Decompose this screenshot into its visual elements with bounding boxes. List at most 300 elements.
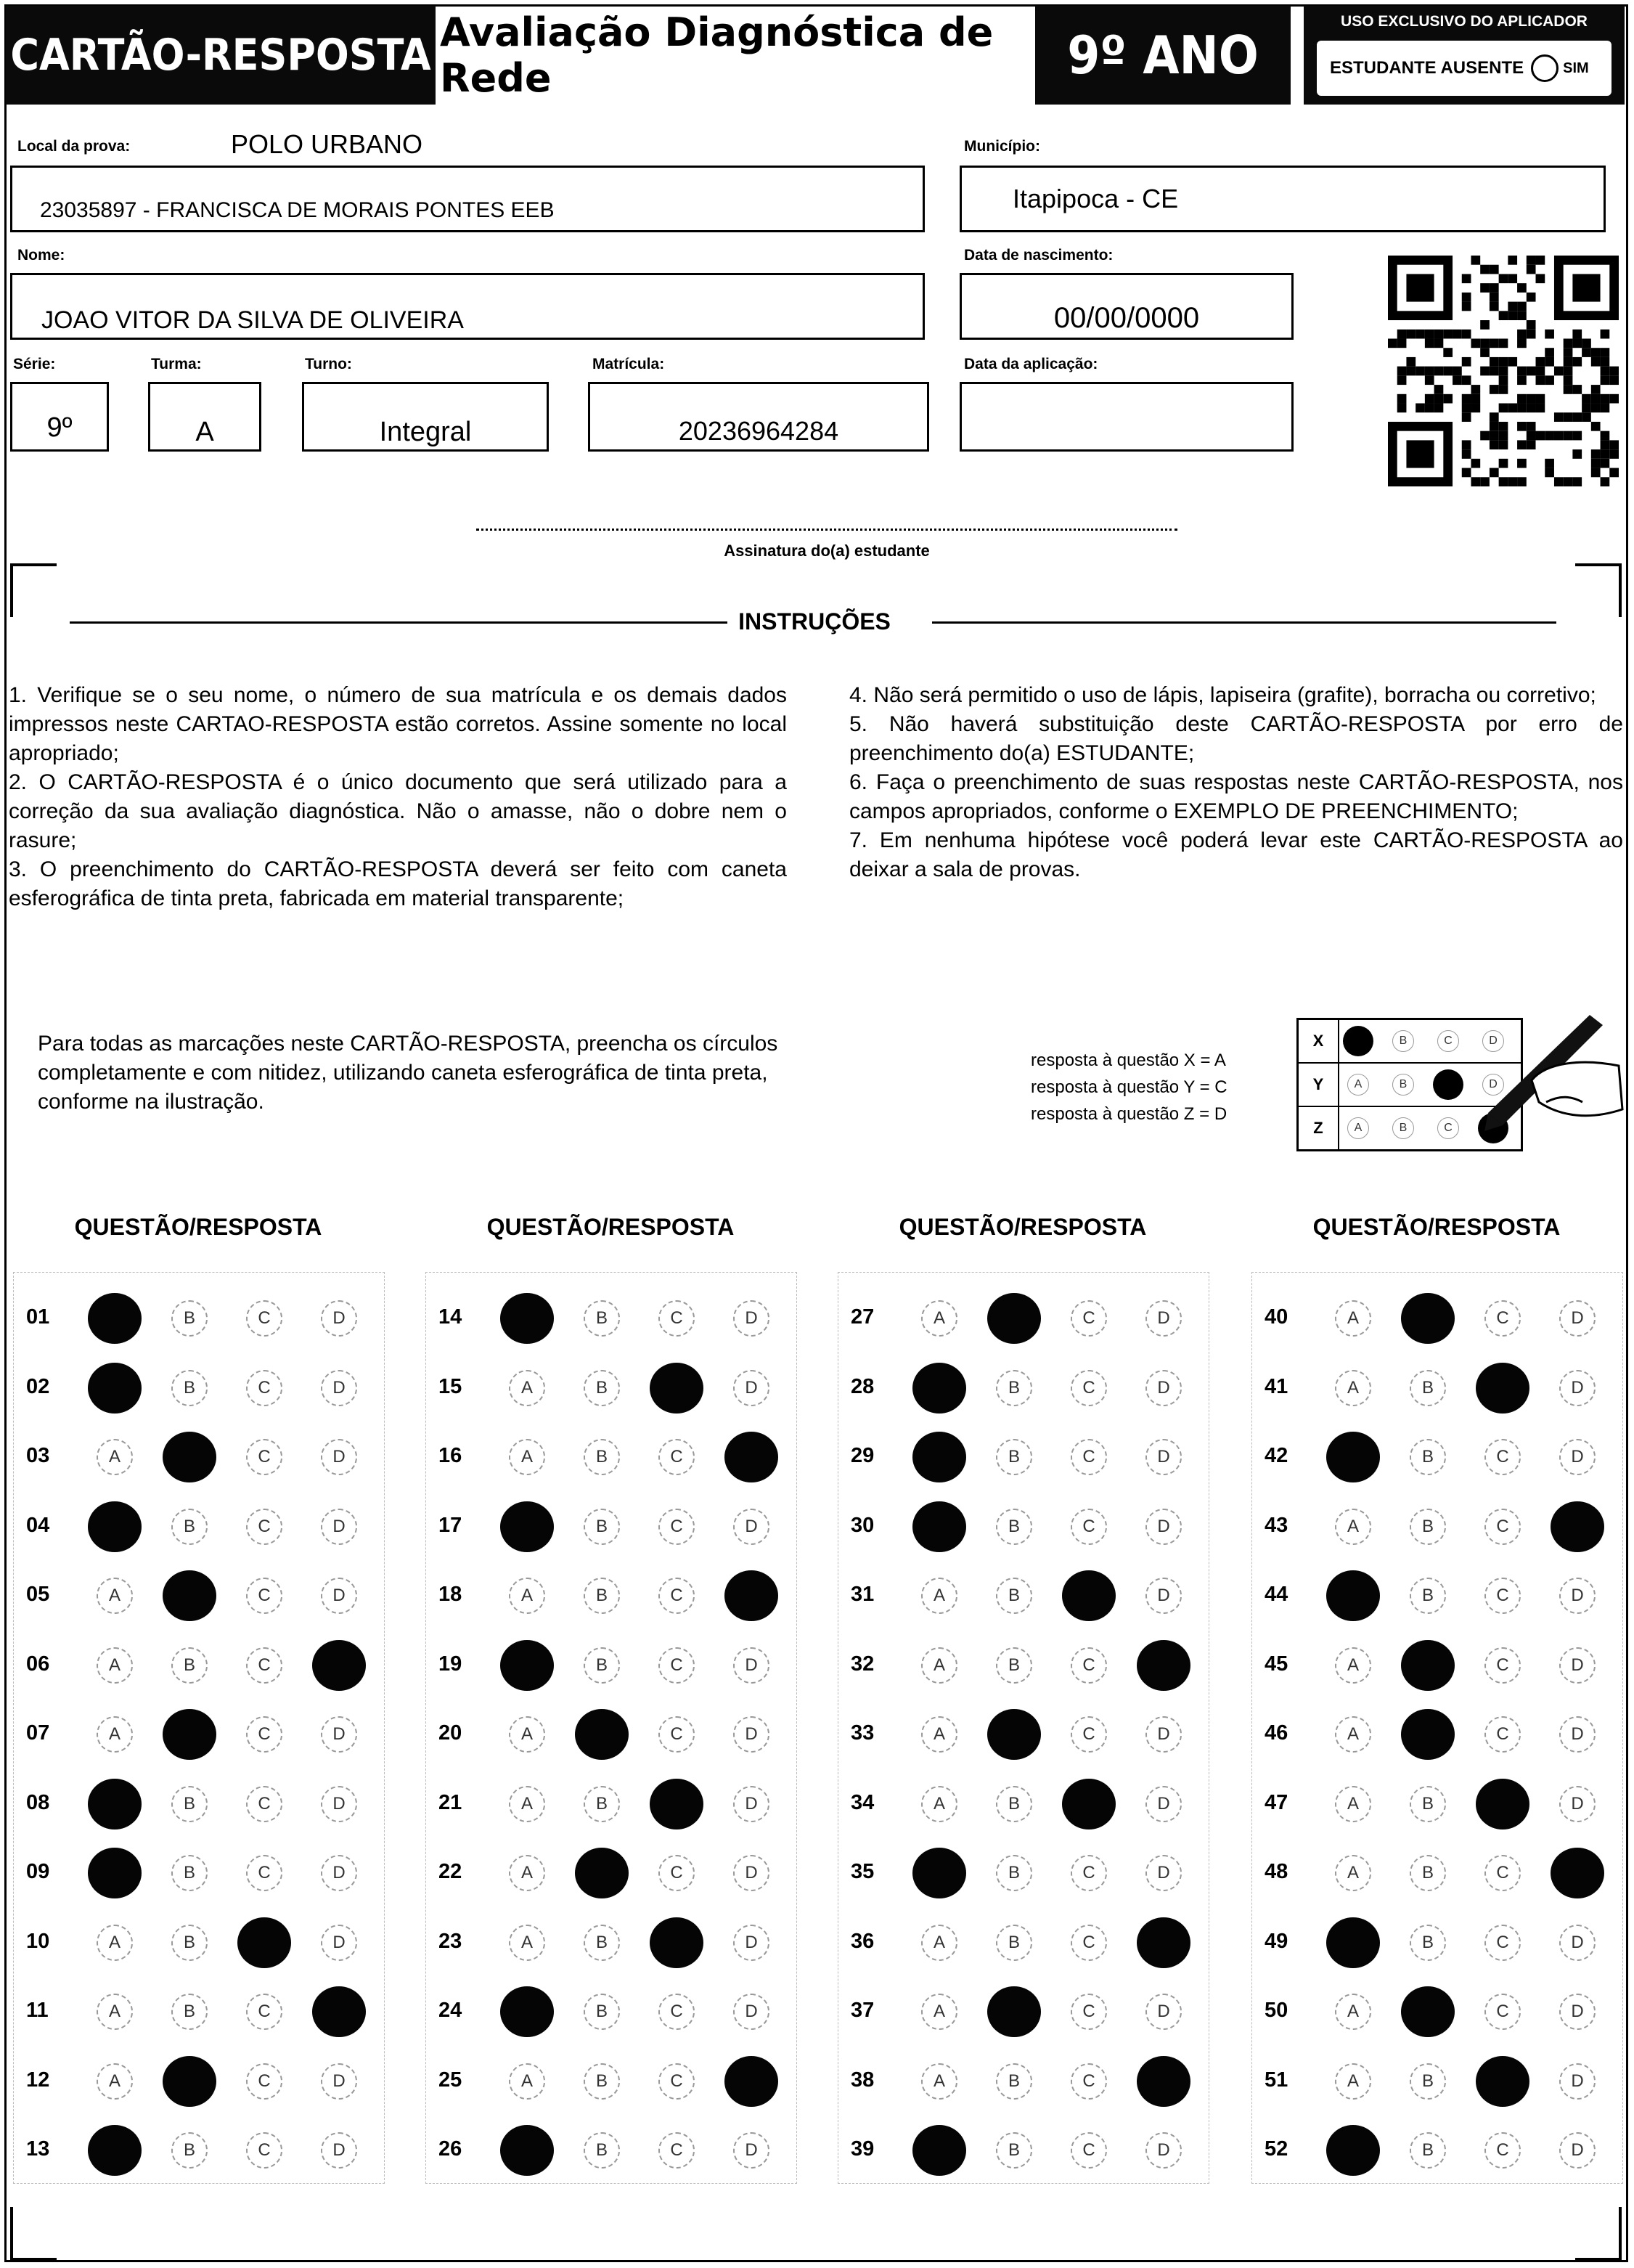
answer-bubble[interactable]: C	[1071, 1994, 1107, 2030]
answer-bubble[interactable]: C	[246, 2132, 282, 2169]
example-legend	[1031, 1047, 1227, 1127]
serie-box	[10, 382, 109, 452]
answer-bubble[interactable]: A	[921, 1786, 957, 1822]
answer-bubble[interactable]: C	[1484, 1578, 1521, 1614]
absent-bubble[interactable]	[1531, 54, 1559, 82]
answer-bubble[interactable]: B	[584, 1786, 620, 1822]
answer-bubble-filled[interactable]	[1326, 1917, 1380, 1968]
question-number: 39	[851, 2137, 875, 2161]
frame-corner-top-left	[10, 563, 57, 617]
answer-bubble[interactable]: C	[658, 1439, 695, 1475]
answer-bubble[interactable]: C	[1484, 1509, 1521, 1545]
answer-bubble[interactable]: C	[246, 1994, 282, 2030]
question-number: 47	[1265, 1790, 1288, 1814]
answer-bubble[interactable]: C	[246, 1300, 282, 1337]
answer-bubble[interactable]: D	[1145, 1509, 1182, 1545]
question-number: 01	[26, 1305, 50, 1329]
signature-label: Assinatura do(a) estudante	[724, 542, 930, 560]
question-number: 42	[1265, 1444, 1288, 1467]
answer-bubble[interactable]: C	[246, 1855, 282, 1891]
answer-bubble[interactable]: D	[733, 1300, 769, 1337]
answer-bubble[interactable]: A	[1335, 1370, 1371, 1406]
answer-bubble[interactable]: A	[1335, 2063, 1371, 2100]
qr-code-icon	[1388, 256, 1619, 486]
question-number: 08	[26, 1790, 50, 1814]
answer-bubble[interactable]: D	[1145, 1994, 1182, 2030]
answer-bubble[interactable]: C	[246, 1370, 282, 1406]
answer-bubble-filled[interactable]	[1326, 1432, 1380, 1482]
question-number: 12	[26, 2068, 50, 2092]
answer-bubble[interactable]: C	[246, 1439, 282, 1475]
answer-bubble[interactable]: B	[1410, 1439, 1446, 1475]
question-number: 06	[26, 1652, 50, 1676]
municipio-value: Itapipoca - CE	[1013, 184, 1179, 213]
example-bubble: A	[1347, 1117, 1369, 1139]
answer-bubble[interactable]: B	[171, 1300, 208, 1337]
question-number: 43	[1265, 1513, 1288, 1537]
answer-bubble[interactable]: C	[658, 1994, 695, 2030]
absent-field	[1317, 41, 1611, 96]
answer-bubble[interactable]: A	[509, 1439, 545, 1475]
answer-bubble[interactable]: C	[658, 1855, 695, 1891]
answer-bubble[interactable]: C	[1484, 1716, 1521, 1753]
answer-bubble[interactable]: A	[1335, 1647, 1371, 1684]
answer-bubble-filled[interactable]	[987, 1986, 1041, 2037]
answer-bubble-filled[interactable]	[1476, 1779, 1529, 1830]
answer-bubble-filled[interactable]	[88, 1293, 142, 1344]
question-number: 27	[851, 1305, 875, 1329]
answer-bubble[interactable]: D	[1145, 1786, 1182, 1822]
question-number: 29	[851, 1444, 875, 1467]
answer-bubble[interactable]: B	[1410, 1925, 1446, 1961]
answer-bubble-filled[interactable]	[1326, 2125, 1380, 2176]
answer-bubble[interactable]: A	[921, 1716, 957, 1753]
answer-bubble[interactable]: C	[658, 1300, 695, 1337]
answer-bubble[interactable]: C	[1484, 1925, 1521, 1961]
answer-bubble[interactable]: A	[1335, 1716, 1371, 1753]
matricula-value: 20236964284	[678, 416, 839, 446]
answer-bubble[interactable]: D	[1145, 1370, 1182, 1406]
answer-bubble-filled[interactable]	[500, 1501, 554, 1552]
answer-bubble[interactable]: A	[97, 2063, 133, 2100]
example-bubble: C	[1437, 1030, 1459, 1052]
answer-bubble-filled[interactable]	[1551, 1501, 1604, 1552]
answer-bubble-filled[interactable]	[987, 1293, 1041, 1344]
answer-bubble[interactable]: D	[733, 1509, 769, 1545]
answer-bubble[interactable]: A	[921, 1300, 957, 1337]
matricula-box	[588, 382, 929, 452]
nascimento-value: 00/00/0000	[1053, 302, 1200, 334]
answer-bubble[interactable]: C	[246, 1647, 282, 1684]
answer-bubble[interactable]: A	[97, 1578, 133, 1614]
answer-bubble-filled[interactable]	[1476, 1363, 1529, 1414]
answer-bubble-filled[interactable]	[237, 1917, 291, 1968]
question-number: 17	[438, 1513, 462, 1537]
question-number: 14	[438, 1305, 462, 1329]
answer-bubble[interactable]: D	[321, 1786, 357, 1822]
answer-bubble[interactable]: A	[509, 1925, 545, 1961]
answer-bubble[interactable]: B	[171, 1786, 208, 1822]
answer-bubble[interactable]: B	[1410, 2063, 1446, 2100]
answer-bubble[interactable]: B	[584, 1439, 620, 1475]
question-number: 35	[851, 1860, 875, 1883]
question-number: 03	[26, 1444, 50, 1467]
answer-bubble[interactable]: D	[1559, 1300, 1596, 1337]
answer-bubble[interactable]: C	[1071, 1925, 1107, 1961]
answer-bubble[interactable]: B	[584, 1370, 620, 1406]
answer-bubble[interactable]: C	[658, 2063, 695, 2100]
answer-bubble-filled[interactable]	[1401, 1709, 1455, 1760]
answer-bubble-filled[interactable]	[312, 1986, 366, 2037]
answer-bubble[interactable]: D	[321, 1370, 357, 1406]
answer-bubble[interactable]: B	[584, 1647, 620, 1684]
answer-bubble-filled[interactable]	[650, 1917, 703, 1968]
answer-bubble[interactable]: A	[921, 1925, 957, 1961]
answer-bubble[interactable]: D	[733, 1925, 769, 1961]
card-title: CARTÃO-RESPOSTA	[6, 6, 436, 105]
answer-bubble[interactable]: C	[1484, 1439, 1521, 1475]
question-number: 37	[851, 1999, 875, 2022]
answer-bubble-filled[interactable]	[575, 1709, 629, 1760]
question-number: 46	[1265, 1721, 1288, 1745]
answer-bubble-filled[interactable]	[163, 1570, 216, 1621]
answer-bubble[interactable]: B	[996, 1578, 1032, 1614]
turno-box	[302, 382, 549, 452]
answer-bubble[interactable]: A	[1335, 1300, 1371, 1337]
answer-bubble[interactable]: D	[321, 1578, 357, 1614]
answer-bubble-filled[interactable]	[912, 1501, 966, 1552]
answer-bubble-filled[interactable]	[1551, 1848, 1604, 1898]
answer-bubble[interactable]: A	[97, 1994, 133, 2030]
answer-bubble[interactable]: B	[584, 1925, 620, 1961]
answer-bubble[interactable]: C	[1071, 1509, 1107, 1545]
answer-bubble-filled[interactable]	[912, 2125, 966, 2176]
answer-bubble[interactable]: B	[996, 1786, 1032, 1822]
question-number: 16	[438, 1444, 462, 1467]
answer-bubble[interactable]: C	[1484, 1994, 1521, 2030]
answer-bubble[interactable]: B	[171, 1994, 208, 2030]
answer-bubble[interactable]: B	[584, 1300, 620, 1337]
answer-bubble[interactable]: A	[921, 1578, 957, 1614]
answer-bubble[interactable]: D	[733, 1855, 769, 1891]
answer-bubble[interactable]: C	[1071, 1370, 1107, 1406]
answer-column-title: QUESTÃO/RESPOSTA	[1312, 1214, 1561, 1240]
answer-bubble[interactable]: B	[996, 1509, 1032, 1545]
answer-bubble[interactable]: D	[733, 1994, 769, 2030]
answer-bubble[interactable]: A	[97, 1439, 133, 1475]
answer-bubble-filled[interactable]	[1137, 2056, 1190, 2107]
school-value: 23035897 - FRANCISCA DE MORAIS PONTES EEB	[40, 198, 555, 222]
turno-value: Integral	[379, 417, 472, 447]
answer-bubble[interactable]: B	[1410, 1578, 1446, 1614]
answer-bubble[interactable]: C	[1071, 2063, 1107, 2100]
answer-bubble[interactable]: A	[509, 2063, 545, 2100]
answer-bubble[interactable]: D	[1145, 1716, 1182, 1753]
answer-bubble[interactable]: D	[1559, 1994, 1596, 2030]
answer-bubble-filled[interactable]	[1137, 1917, 1190, 1968]
answer-bubble[interactable]: A	[509, 1855, 545, 1891]
absent-yes-label: SIM	[1563, 60, 1589, 76]
answer-bubble[interactable]: D	[1559, 2132, 1596, 2169]
answer-bubble[interactable]: D	[1559, 1647, 1596, 1684]
answer-bubble[interactable]: D	[1145, 2132, 1182, 2169]
example-filled-bubble	[1433, 1069, 1463, 1100]
answer-bubble[interactable]: C	[1071, 1439, 1107, 1475]
answer-bubble[interactable]: A	[1335, 1855, 1371, 1891]
answer-bubble[interactable]: D	[321, 1925, 357, 1961]
question-number: 21	[438, 1790, 462, 1814]
answer-bubble-filled[interactable]	[650, 1363, 703, 1414]
answer-bubble[interactable]: B	[996, 2063, 1032, 2100]
answer-bubble[interactable]: B	[584, 1994, 620, 2030]
answer-bubble[interactable]: C	[1484, 1300, 1521, 1337]
answer-bubble[interactable]: D	[1145, 1439, 1182, 1475]
frame-corner-top-right	[1575, 563, 1622, 617]
nascimento-label: Data de nascimento:	[964, 247, 1114, 264]
question-number: 50	[1265, 1999, 1288, 2022]
answer-bubble-filled[interactable]	[912, 1432, 966, 1482]
answer-bubble[interactable]: C	[1484, 2132, 1521, 2169]
answer-bubble-filled[interactable]	[88, 2125, 142, 2176]
answer-bubble[interactable]: C	[658, 2132, 695, 2169]
question-number: 07	[26, 1721, 50, 1745]
answer-bubble[interactable]: B	[584, 2063, 620, 2100]
question-number: 38	[851, 2068, 875, 2092]
answer-bubble[interactable]: A	[97, 1716, 133, 1753]
answer-bubble-filled[interactable]	[987, 1709, 1041, 1760]
answer-column-title: QUESTÃO/RESPOSTA	[74, 1214, 322, 1240]
answer-bubble[interactable]: C	[246, 1716, 282, 1753]
municipio-box	[960, 166, 1606, 232]
answer-bubble-filled[interactable]	[500, 1986, 554, 2037]
answer-bubble[interactable]: D	[1559, 1578, 1596, 1614]
answer-bubble[interactable]: B	[996, 1439, 1032, 1475]
answer-bubble[interactable]: C	[1484, 1647, 1521, 1684]
answer-bubble[interactable]: A	[1335, 1786, 1371, 1822]
answer-bubble[interactable]: B	[171, 1925, 208, 1961]
answer-bubble-filled[interactable]	[1062, 1779, 1116, 1830]
answer-bubble[interactable]: B	[1410, 1509, 1446, 1545]
answer-bubble[interactable]: C	[658, 1578, 695, 1614]
answer-bubble[interactable]: C	[246, 1509, 282, 1545]
answer-bubble-filled[interactable]	[724, 1570, 778, 1621]
answer-bubble-filled[interactable]	[724, 1432, 778, 1482]
answer-bubble[interactable]: C	[1071, 1647, 1107, 1684]
question-number: 25	[438, 2068, 462, 2092]
answer-bubble[interactable]: A	[509, 1578, 545, 1614]
instructions-rule-right	[932, 621, 1556, 624]
question-number: 48	[1265, 1860, 1288, 1883]
answer-bubble-filled[interactable]	[88, 1779, 142, 1830]
answer-bubble[interactable]: B	[171, 2132, 208, 2169]
answer-bubble-filled[interactable]	[500, 1293, 554, 1344]
frame-corner-bottom-left	[10, 2207, 57, 2261]
question-number: 20	[438, 1721, 462, 1745]
answer-bubble[interactable]: A	[921, 2063, 957, 2100]
answer-bubble-filled[interactable]	[1476, 2056, 1529, 2107]
answer-bubble[interactable]: A	[1335, 1509, 1371, 1545]
question-number: 09	[26, 1860, 50, 1883]
answer-bubble[interactable]: A	[921, 1994, 957, 2030]
answer-bubble[interactable]: B	[996, 1647, 1032, 1684]
answer-bubble[interactable]: B	[996, 2132, 1032, 2169]
answer-bubble-filled[interactable]	[912, 1848, 966, 1898]
turno-label: Turno:	[305, 356, 352, 372]
answer-bubble[interactable]: C	[658, 1647, 695, 1684]
matricula-label: Matrícula:	[592, 356, 665, 372]
answer-bubble-filled[interactable]	[163, 1432, 216, 1482]
answer-bubble[interactable]: B	[1410, 2132, 1446, 2169]
instructions-right	[849, 681, 1623, 884]
example-bubble: D	[1482, 1074, 1504, 1096]
question-number: 41	[1265, 1374, 1288, 1398]
answer-bubble[interactable]: A	[509, 1786, 545, 1822]
answer-bubble[interactable]: D	[1559, 1439, 1596, 1475]
example-question-label: Z	[1299, 1107, 1339, 1149]
answer-bubble[interactable]: D	[1559, 1925, 1596, 1961]
answer-bubble[interactable]: C	[246, 1578, 282, 1614]
answer-bubble-filled[interactable]	[1401, 1640, 1455, 1691]
example-line-y: resposta à questão Y = C	[1031, 1077, 1227, 1097]
answer-bubble[interactable]: D	[1559, 2063, 1596, 2100]
answer-bubble[interactable]: C	[1071, 2132, 1107, 2169]
answer-bubble[interactable]: A	[509, 1370, 545, 1406]
answer-bubble[interactable]: B	[584, 1509, 620, 1545]
question-number: 32	[851, 1652, 875, 1676]
answer-bubble[interactable]: B	[996, 1855, 1032, 1891]
serie-label: Série:	[13, 356, 56, 372]
answer-column-title: QUESTÃO/RESPOSTA	[899, 1214, 1147, 1240]
example-bubble: A	[1347, 1074, 1369, 1096]
answer-bubble[interactable]: A	[97, 1647, 133, 1684]
nascimento-box	[960, 273, 1294, 340]
answer-bubble-filled[interactable]	[1137, 1640, 1190, 1691]
answer-bubble[interactable]: C	[246, 1786, 282, 1822]
question-number: 34	[851, 1790, 875, 1814]
question-number: 33	[851, 1721, 875, 1745]
answer-bubble[interactable]: C	[658, 1509, 695, 1545]
local-value: POLO URBANO	[231, 129, 423, 159]
answer-bubble-filled[interactable]	[1326, 1570, 1380, 1621]
answer-bubble[interactable]: C	[246, 2063, 282, 2100]
answer-bubble[interactable]: A	[921, 1647, 957, 1684]
answer-bubble[interactable]: D	[1559, 1716, 1596, 1753]
answer-bubble[interactable]: D	[321, 1509, 357, 1545]
answer-bubble[interactable]: B	[1410, 1855, 1446, 1891]
answer-bubble-filled[interactable]	[1401, 1986, 1455, 2037]
answer-bubble[interactable]: B	[1410, 1786, 1446, 1822]
answer-bubble[interactable]: A	[97, 1925, 133, 1961]
answer-bubble[interactable]: D	[321, 1439, 357, 1475]
municipio-label: Município:	[964, 138, 1040, 155]
answer-bubble[interactable]: D	[1145, 1578, 1182, 1614]
answer-bubble[interactable]: D	[733, 1786, 769, 1822]
answer-bubble[interactable]: D	[733, 2132, 769, 2169]
turma-box	[148, 382, 261, 452]
answer-bubble[interactable]: D	[733, 1647, 769, 1684]
question-number: 28	[851, 1374, 875, 1398]
answer-bubble[interactable]: A	[1335, 1994, 1371, 2030]
answer-bubble[interactable]: C	[1071, 1300, 1107, 1337]
question-number: 23	[438, 1929, 462, 1953]
question-number: 04	[26, 1513, 50, 1537]
answer-bubble[interactable]: D	[321, 1855, 357, 1891]
example-bubble: B	[1392, 1074, 1414, 1096]
answer-bubble[interactable]: B	[171, 1855, 208, 1891]
question-number: 40	[1265, 1305, 1288, 1329]
answer-bubble[interactable]: D	[733, 1716, 769, 1753]
answer-bubble-filled[interactable]	[724, 2056, 778, 2107]
answer-bubble[interactable]: D	[1145, 1855, 1182, 1891]
answer-bubble[interactable]: C	[658, 1716, 695, 1753]
instruction-1: 1. Verifique se o seu nome, o número de sua matrícula e os demais dados impressos neste CARTAO-RESPOSTA estão corretos. Assine somente no local apropriado;	[9, 683, 787, 765]
answer-bubble[interactable]: B	[584, 2132, 620, 2169]
answer-bubble-filled[interactable]	[650, 1779, 703, 1830]
aplicacao-label: Data da aplicação:	[964, 356, 1098, 372]
answer-bubble-filled[interactable]	[500, 2125, 554, 2176]
answer-bubble[interactable]: A	[509, 1716, 545, 1753]
answer-bubble[interactable]: D	[1145, 1300, 1182, 1337]
answer-bubble[interactable]: B	[171, 1647, 208, 1684]
answer-bubble[interactable]: B	[996, 1370, 1032, 1406]
answer-bubble[interactable]: D	[321, 2063, 357, 2100]
answer-bubble[interactable]: B	[171, 1509, 208, 1545]
answer-bubble[interactable]: D	[1559, 1786, 1596, 1822]
answer-bubble[interactable]: D	[321, 1716, 357, 1753]
answer-bubble-filled[interactable]	[575, 1848, 629, 1898]
answer-bubble-filled[interactable]	[1401, 1293, 1455, 1344]
answer-bubble-filled[interactable]	[163, 2056, 216, 2107]
instruction-7: 7. Em nenhuma hipótese você poderá levar este CARTÃO-RESPOSTA ao deixar a sala de provas.	[849, 828, 1623, 881]
answer-bubble-filled[interactable]	[912, 1363, 966, 1414]
applicator-label: USO EXCLUSIVO DO APLICADOR	[1341, 13, 1588, 30]
pen-hand-icon	[1481, 993, 1626, 1138]
example-bubble: D	[1482, 1030, 1504, 1052]
instruction-2: 2. O CARTÃO-RESPOSTA é o único documento que será utilizado para a correção da sua avaliação diagnóstica. Não o amasse, não o dobre nem o rasure;	[9, 770, 787, 852]
answer-bubble-filled[interactable]	[88, 1501, 142, 1552]
answer-bubble[interactable]: D	[321, 2132, 357, 2169]
question-number: 10	[26, 1929, 50, 1953]
answer-bubble[interactable]: B	[171, 1370, 208, 1406]
answer-bubble[interactable]: D	[733, 1370, 769, 1406]
instruction-3: 3. O preenchimento do CARTÃO-RESPOSTA deverá ser feito com caneta esferográfica de tinta preta, fabricada em material transparente;	[9, 857, 787, 910]
answer-bubble-filled[interactable]	[88, 1848, 142, 1898]
answer-bubble[interactable]: D	[321, 1300, 357, 1337]
question-number: 22	[438, 1860, 462, 1883]
nome-box	[10, 273, 925, 340]
answer-bubble[interactable]: C	[1071, 1855, 1107, 1891]
answer-bubble-filled[interactable]	[88, 1363, 142, 1414]
example-question-label: Y	[1299, 1064, 1339, 1107]
example-bubble: B	[1392, 1117, 1414, 1139]
nome-label: Nome:	[17, 247, 65, 264]
answer-bubble[interactable]: C	[1071, 1716, 1107, 1753]
answer-bubble[interactable]: B	[1410, 1370, 1446, 1406]
example-filled-bubble	[1343, 1026, 1373, 1056]
answer-bubble[interactable]: B	[584, 1578, 620, 1614]
answer-bubble[interactable]: D	[1559, 1370, 1596, 1406]
answer-bubble-filled[interactable]	[500, 1640, 554, 1691]
answer-bubble-filled[interactable]	[1062, 1570, 1116, 1621]
applicator-box	[1304, 6, 1625, 105]
instruction-5: 5. Não haverá substituição deste CARTÃO-RESPOSTA por erro de preenchimento do(a) ESTUDANTE;	[849, 712, 1623, 765]
question-number: 19	[438, 1652, 462, 1676]
question-number: 52	[1265, 2137, 1288, 2161]
answer-bubble-filled[interactable]	[163, 1709, 216, 1760]
answer-bubble[interactable]: C	[1484, 1855, 1521, 1891]
answer-bubble-filled[interactable]	[312, 1640, 366, 1691]
answer-bubble[interactable]: B	[996, 1925, 1032, 1961]
